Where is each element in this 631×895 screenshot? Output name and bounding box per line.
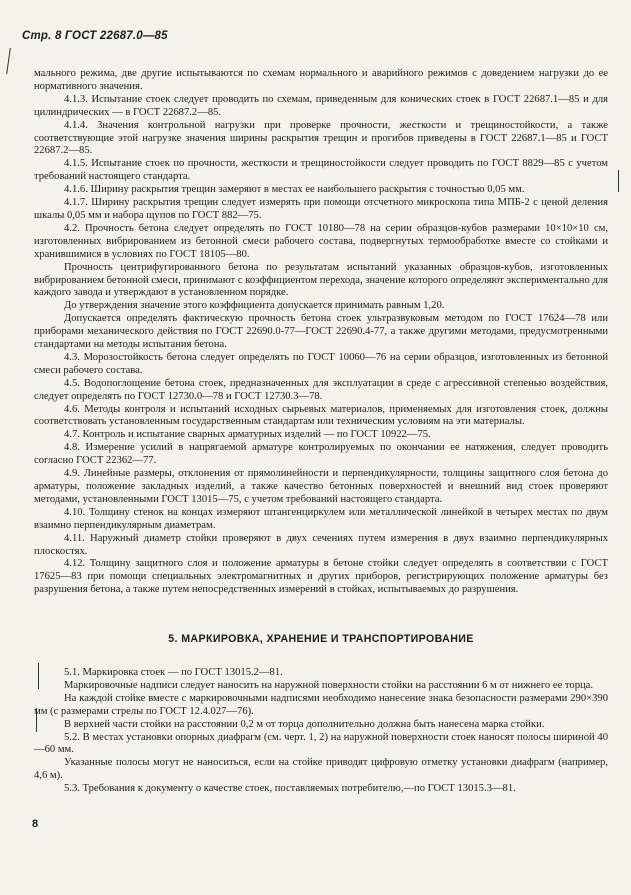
section-4-text: [34, 68, 608, 597]
paragraph: 4.1.3. Испытание стоек следует проводить по схемам, приведенным для конических стоек в ГОСТ 22687.1—85 и для цилиндрических — в ГОСТ 22687.2—85.: [34, 93, 608, 118]
paragraph: 4.1.6. Ширину раскрытия трещин замеряют в местах ее наибольшего раскрытия с точностью 0,05 мм.: [64, 184, 525, 196]
paragraph: Допускается определять фактическую прочность бетона стоек ультразвуковым методом по ГОСТ 17624—78 или приборами механического действия по ГОСТ 22690.0-77—ГОСТ 22690.4-77, а также другими методами, предусмотренными стандартами на методы испытания бетона.: [34, 313, 608, 351]
paragraph: 4.1.7. Ширину раскрытия трещин следует измерять при помощи отсчетного микроскопа типа МПБ-2 с ценой деления шкалы 0,05 мм и набора щупов по ГОСТ 882—75.: [34, 197, 608, 221]
paragraph: 4.8. Измерение усилий в напрягаемой арматуре контролируемых по окончании ее натяжения, следует проводить согласно ГОСТ 22362—77.: [34, 442, 608, 467]
paragraph: 4.5. Водопоглощение бетона стоек, предназначенных для эксплуатации в среде с агрессивной степенью воздействия, следует определять по ГОСТ 12730.0—78 и ГОСТ 12730.3—78.: [34, 377, 608, 402]
paragraph: 5.2. В местах установки опорных диафрагм (см. черт. 1, 2) на наружной поверхности стоек наносят полосы шириной 40—60 мм.: [34, 731, 608, 756]
paragraph: На каждой стойке вместе с маркировочными надписями необходимо нанесение знака безопасности размерами 290×390 мм (с размерами стрелы по ГОСТ 12.4.027—76).: [34, 692, 608, 717]
paragraph: Маркировочные надписи следует наносить на наружной поверхности стойки на расстоянии 6 м от нижнего ее торца.: [64, 679, 594, 691]
paragraph: Прочность центрифугированного бетона по результатам испытаний указанных образцов-кубов, изготовленных вибрированием бетонной смеси, принимают с коэффициентом перехода, значение которого определяют экспериментально для каждого завода и утверждают в установленном порядке.: [34, 261, 608, 299]
paragraph: 4.1.5. Испытание стоек по прочности, жесткости и трещиностойкости следует проводить по ГОСТ 8829—85 с учетом требований настоящего стандарта.: [34, 158, 608, 183]
paragraph: 5.1. Маркировка стоек — по ГОСТ 13015.2—81.: [64, 667, 283, 678]
paragraph: 4.10. Толщину стенок на концах измеряют штангенциркулем или металлической линейкой в четырех местах по двум взаимно перпендикулярным диаметрам.: [34, 506, 608, 531]
section-title: 5. МАРКИРОВКА, ХРАНЕНИЕ И ТРАНСПОРТИРОВАНИЕ: [168, 633, 474, 645]
paragraph: 4.11. Наружный диаметр стойки проверяют в двух сечениях путем измерения в двух взаимно перпендикулярных плоскостях.: [34, 532, 608, 557]
page-number: 8: [32, 818, 39, 830]
paragraph: мального режима, две другие испытываются по схемам нормального и аварийного режимов с доведением нагрузки до ее нормативного значения.: [34, 68, 608, 92]
margin-mark: [618, 170, 619, 192]
section-5-text: [34, 667, 608, 796]
paragraph: 4.12. Толщину защитного слоя и положение арматуры в бетоне стойки следует определять в соответствии с ГОСТ 17625—83 при помощи специальных электромагнитных и других приборов, регистрирующих положение арматуры без разрушения бетона, а также путем непосредственных измерений в стойках, испытываемых до разрушения.: [34, 558, 608, 596]
paragraph: До утверждения значение этого коэффициента допускается принимать равным 1,20.: [64, 300, 445, 312]
paragraph: 4.3. Морозостойкость бетона следует определять по ГОСТ 10060—76 на серии образцов, изготовленных из бетонной смеси рабочего состава.: [34, 351, 608, 376]
paragraph: 4.6. Методы контроля и испытаний исходных сырьевых материалов, применяемых для изготовления стоек, должны соответствовать установленным государственным стандартам или техническим условиям на эти материалы.: [34, 403, 608, 428]
paragraph: В верхней части стойки на расстоянии 0,2 м от торца дополнительно должна быть нанесена марка стойки.: [64, 718, 545, 730]
page-header: Стр. 8 ГОСТ 22687.0—85: [22, 30, 168, 42]
margin-mark: [6, 48, 11, 74]
paragraph: 4.1.4. Значения контрольной нагрузки при проверке прочности, жесткости и трещиностойкости, а также соответствующие этой нагрузке значения ширины раскрытия трещин и прогибов приведены в ГОСТ 22687.1—85 и ГОСТ 22687.2—85.: [34, 119, 608, 157]
paragraph: Указанные полосы могут не наноситься, если на стойке приводят цифровую отметку установки диафрагм (например, 4,6 м).: [34, 757, 608, 782]
paragraph: 4.2. Прочность бетона следует определять по ГОСТ 10180—78 на серии образцов-кубов размерами 10×10×10 см, изготовленных вибрированием из бетонной смеси рабочего состава, подвергнутых термообработке вместе со стойками и хранившимися в условиях по ГОСТ 18105—80.: [34, 222, 608, 260]
paragraph: 4.7. Контроль и испытание сварных арматурных изделий — по ГОСТ 10922—75.: [64, 429, 431, 441]
paragraph: 4.9. Линейные размеры, отклонения от прямолинейности и перпендикулярности, толщины защитного слоя бетона до арматуры, положение закладных изделий, а также качество бетонных поверхностей и внешний вид стоек проверяют методами, установленными ГОСТ 13015—75, с учетом требований настоящего стандарта.: [34, 468, 608, 505]
paragraph: 5.3. Требования к документу о качестве стоек, поставляемых потребителю,—по ГОСТ 13015.3—81.: [64, 783, 516, 795]
